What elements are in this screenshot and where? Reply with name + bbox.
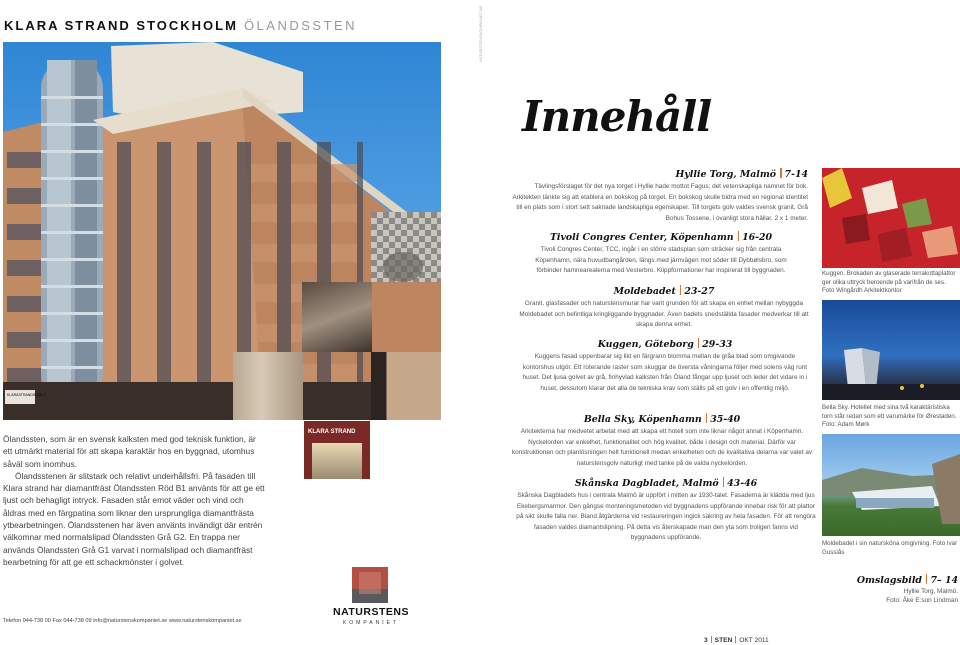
glass-bands — [41, 72, 103, 392]
cover-title: Omslagsbild — [856, 575, 922, 586]
entry-text: Skånska Dagbladets hus i centrala Malmö är uppfört i mitten av 1930-talet. Fasaderna är klädda med ljus Ekebergsmarmor. Den gängse monteringsmetoden vid byggnadens uppförande innebar risk för att plattor på sikt skulle falla ner. Bland åtgärderna vid restaureringen ingick säkring av hela fasaden. För att rengöra fasaden valdes diamantslipning. På detta vis återskapade man den yta som troligen fanns vid byggnadens uppförande. — [516, 492, 816, 542]
intro-paragraph: Ölandssten, som är en svensk kalksten med god teknisk funktion, är ett utmärkt material för att skapa karaktär hos en byggnad, utomhus såväl som inomhus. — [3, 434, 256, 469]
storefront-sign: KLARA STRAND — [308, 429, 356, 435]
naturstens-logo — [316, 566, 426, 628]
toc-entry-molde — [516, 285, 812, 331]
subject-title: ÖLANDSSTEN — [243, 18, 358, 33]
cover-page: 7– 14 — [930, 575, 958, 586]
folio — [704, 636, 769, 644]
kuggen-caption: Kuggen. Brokaden av glaserade terrakottaplattor ger olika uttryck beroende på varifrån de ses. Foto Wingårdh Arkitektkontor — [822, 270, 956, 295]
brand-title: KLARA STRAND STOCKHOLM — [4, 18, 238, 33]
entry-text: Tivoli Congres Center, TCC, ingår i en större stadsplan som sträcker sig från centrala Köpenhamn, nära huvudbangården, längs med järnvägen mot söder till Dybbølsbro, som förbinder hamnearealerna med Vesterbro. Klippformationer har inspirerat till byggnaden. — [535, 246, 787, 275]
toc-title: Innehåll — [522, 92, 712, 141]
moldebadet-photo — [822, 434, 960, 536]
contact-line: Telefon 044-738 00 Fax 044-738 09 info@naturstenskompaniet.se www.naturstenskompaniet.se — [3, 618, 242, 624]
entry-text: Kuggens fasad uppenbarar sig likt en färgrann blomma mellan de gråa blad som omgivande kontorshus utgör. Ett roterande raster som skuggar de översta våningarna följer med solens väg runt huset. Det ljusa golvet av grå, finhyvlad kalksten från Öland fångar upp ljuset och leder det vidare in i huset, dessutom klarar det alla de tekniska krav som ställs på ett golv i en offentlig miljö. — [522, 353, 808, 392]
entry-title: Skånska Dagbladet, Malmö — [574, 478, 719, 489]
moldebadet-caption: Moldebadet i sin natursköna omgivning. Foto Ivar Gussiås — [822, 540, 958, 556]
stone-wall-photo — [233, 352, 303, 420]
toc-entry-tivoli — [522, 231, 800, 277]
logo-subname: KOMPANIET — [342, 620, 400, 626]
cover-line2: Foto: Åke E:son Lindman — [886, 597, 958, 604]
entry-page: 23-27 — [684, 286, 715, 297]
folio-mag: STEN — [714, 637, 733, 644]
kuggen-photo — [822, 168, 960, 268]
building-sign: KLARASTRANDSLED. 1 — [7, 393, 46, 397]
facade-corner-photo — [371, 352, 441, 420]
vertical-credit: NATURSTENSKOMPANIET AB — [478, 6, 483, 63]
toc-entry-kuggen — [522, 338, 808, 394]
storefront-photo — [304, 421, 370, 479]
stair-photo — [302, 282, 372, 352]
bellasky-photo — [822, 300, 960, 400]
entry-text: Arkitekterna har medvetet arbetat med att skapa ett hotell som inte liknar något annat i Köpenhamn. Nyckelorden var enkelhet, funktionalitet och hög kvalitet, både i design och material. Därför var konstruktionen och planlösningen helt funktionell medan enkelheten och de kvalitativa delarna var valet av naturstensgolv naturligt med tanke på de valda nyckelorden. — [511, 428, 813, 467]
entry-text: Tävlingsförslaget för det nya torget i Hyllie hade mottot Fagus; det vetenskapliga namnet för bok. Arkitekten tänkte sig att etablera en bokskog på torget. En bokskog skulle bidra med en regional identitet till en plats som i stort sett saknade landskapliga egenskaper. Till torgets golv valdes svensk granit, Grå Bohus Tossene, i ovanligt stora hällar, 2 x 1 meter. — [512, 183, 808, 222]
entry-title: Tivoli Congres Center, Köpenhamn — [549, 232, 734, 243]
toc-entry-bellasky — [510, 413, 814, 469]
entry-page: 43-46 — [727, 478, 758, 489]
entry-text: Granit, glasfasader och naturstensmurar har varit grunden för att skapa en enhet mellan nybyggda Moldebadet och befintliga kringliggande byggnader. Även badets snedställda fasader medverkar till att skapa denna enhet. — [519, 300, 809, 329]
entry-title: Hyllie Torg, Malmö — [675, 169, 777, 180]
left-column-text — [3, 433, 265, 568]
page-header — [4, 18, 357, 33]
checker-floor-photo — [371, 212, 441, 282]
logo-name: NATURSTENS — [333, 606, 409, 618]
bellasky-caption: Bella Sky. Hotellet med sina två karaktäristiska torn står redan som ett varumärke för Ørestaden. Foto: Adam Mørk — [822, 404, 957, 429]
entry-page: 16-20 — [742, 232, 773, 243]
folio-page: 3 — [704, 637, 708, 644]
entry-title: Moldebadet — [613, 286, 676, 297]
toc-entry-skanska — [516, 477, 816, 544]
entry-page: 29-33 — [702, 339, 733, 350]
entry-title: Kuggen, Göteborg — [597, 339, 694, 350]
logo-stone-icon — [351, 566, 389, 604]
toc-entry-hyllie — [510, 168, 808, 224]
entry-title: Bella Sky, Köpenhamn — [583, 414, 702, 425]
cover-credit — [857, 574, 958, 605]
entry-page: 35-40 — [710, 414, 741, 425]
left-window-grid — [7, 152, 41, 382]
entry-page: 7-14 — [784, 169, 808, 180]
cover-line1: Hyllie Torg, Malmö. — [903, 588, 958, 595]
body-paragraph: Ölandsstenen är slitstark och relativt underhållsfri. På fasaden till Klara strand har diamantfräst Ölandssten Röd B1 använts för att ge ett ljust och behagligt intryck. Fasaden står emot väder och vind och åldras med en färgpatina som liknar den ursprungliga diamantfrästa ytbearbetningen. Ölandsstenen har även använts invändigt där entrén välkomnar med normalslipad Ölandssten Grå G2. En trappa ner används Ölandssten Grå G1 varvat i normalslipad och diamantfräst bearbetning för att ge ett schackmönster i golvet. — [3, 470, 265, 567]
folio-issue: OKT 2011 — [739, 637, 769, 644]
